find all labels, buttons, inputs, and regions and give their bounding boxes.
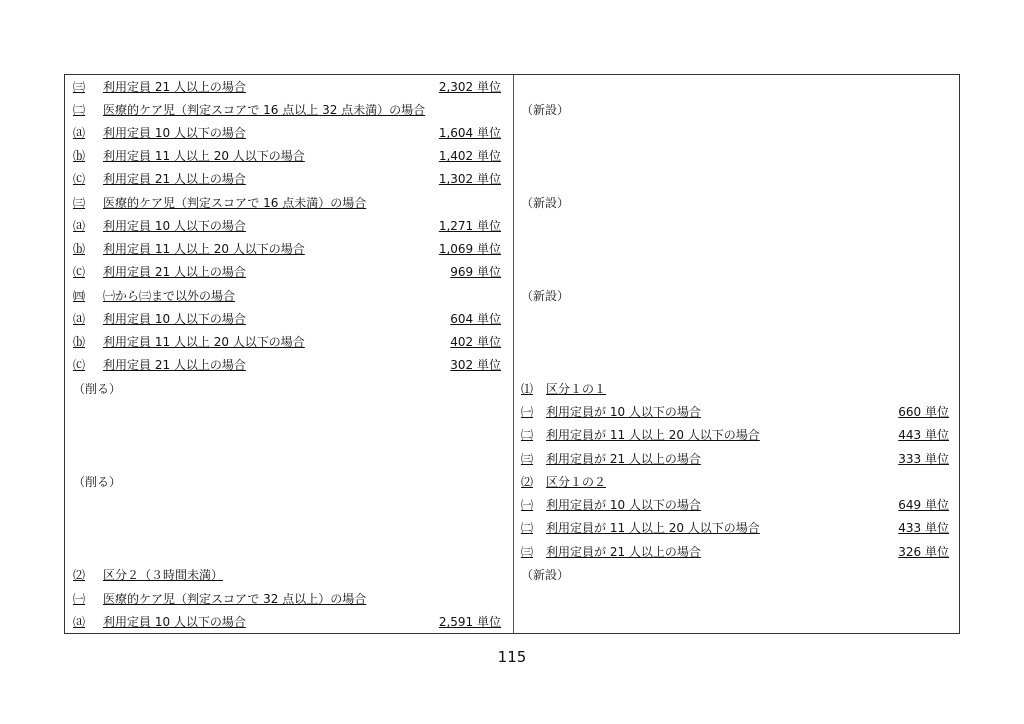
right-row: [521, 401, 949, 424]
row-text: 区分１の１: [546, 382, 607, 396]
row-text: 利用定員が 11 人以上 20 人以下の場合: [546, 521, 760, 535]
row-mark: ⒜: [73, 126, 86, 140]
left-bottom-row: [73, 611, 501, 634]
row-text: 利用定員 11 人以上 20 人以下の場合: [103, 149, 305, 163]
row-value: 604 単位: [450, 312, 501, 326]
new-note: [521, 564, 949, 587]
row-value: 333 単位: [898, 452, 949, 466]
row-text: 利用定員 11 人以上 20 人以下の場合: [103, 335, 305, 349]
left-row: [73, 168, 501, 191]
row-value: 1,402 単位: [438, 149, 501, 163]
left-row: [73, 122, 501, 145]
left-row: [73, 145, 501, 168]
row-value: 2,591 単位: [438, 615, 501, 629]
new-text: （新設）: [521, 103, 570, 117]
left-row: [73, 238, 501, 261]
left-row: [73, 76, 501, 99]
row-text: 利用定員が 10 人以下の場合: [546, 498, 701, 512]
row-mark: ⒞: [73, 172, 86, 186]
row-text: 利用定員 10 人以下の場合: [103, 126, 246, 140]
row-text: 医療的ケア児（判定スコアで 16 点以上 32 点未満）の場合: [103, 103, 426, 117]
row-text: 利用定員 21 人以上の場合: [103, 172, 246, 186]
deleted-note: [73, 471, 501, 494]
right-row: [521, 541, 949, 564]
row-text: 区分２（３時間未満）: [103, 568, 224, 582]
row-mark: ⒞: [73, 358, 86, 372]
right-row: [521, 471, 949, 494]
row-value: 443 単位: [898, 428, 949, 442]
row-value: 660 単位: [898, 405, 949, 419]
left-bottom-row: [73, 564, 501, 587]
row-value: 649 単位: [898, 498, 949, 512]
right-row: [521, 448, 949, 471]
row-value: 1,271 単位: [438, 219, 501, 233]
row-mark: ⒜: [73, 219, 86, 233]
row-text: 利用定員が 10 人以下の場合: [546, 405, 701, 419]
row-mark: ⑴: [521, 382, 534, 396]
row-text: 医療的ケア児（判定スコアで 16 点未満）の場合: [103, 196, 367, 210]
row-value: 1,069 単位: [438, 242, 501, 256]
row-value: 433 単位: [898, 521, 949, 535]
row-value: 302 単位: [450, 358, 501, 372]
row-mark: ㈡: [73, 103, 86, 117]
left-row: [73, 308, 501, 331]
row-text: 利用定員 21 人以上の場合: [103, 358, 246, 372]
row-text: 区分１の２: [546, 475, 607, 489]
row-mark: ㈠: [521, 405, 534, 419]
row-text: 利用定員 21 人以上の場合: [103, 265, 246, 279]
row-mark: ㈠: [73, 592, 86, 606]
row-value: 402 単位: [450, 335, 501, 349]
row-mark: ㈢: [73, 196, 86, 210]
deleted-text: （削る）: [73, 475, 122, 489]
deleted-note: [73, 378, 501, 401]
right-row: [521, 494, 949, 517]
row-text: 利用定員が 21 人以上の場合: [546, 545, 701, 559]
row-mark: ⒝: [73, 242, 86, 256]
row-text: 医療的ケア児（判定スコアで 32 点以上）の場合: [103, 592, 367, 606]
deleted-text: （削る）: [73, 382, 122, 396]
new-text: （新設）: [521, 568, 570, 582]
row-text: 利用定員 11 人以上 20 人以下の場合: [103, 242, 305, 256]
row-mark: ⒞: [73, 265, 86, 279]
column-divider: [513, 75, 514, 633]
left-row: [73, 99, 501, 122]
left-row: [73, 285, 501, 308]
row-value: 1,302 単位: [438, 172, 501, 186]
left-row: [73, 192, 501, 215]
new-note: [521, 285, 949, 308]
right-row: [521, 424, 949, 447]
row-mark: ㈡: [521, 428, 534, 442]
row-mark: ㈠: [521, 498, 534, 512]
row-mark: ㈡: [521, 521, 534, 535]
row-mark: ⒝: [73, 149, 86, 163]
row-text: 利用定員 10 人以下の場合: [103, 312, 246, 326]
row-mark: ⒜: [73, 615, 86, 629]
row-text: 利用定員 10 人以下の場合: [103, 615, 246, 629]
row-value: 1,604 単位: [438, 126, 501, 140]
row-mark: ⒝: [73, 335, 86, 349]
right-row: [521, 378, 949, 401]
row-mark: ㈢: [73, 80, 86, 94]
new-text: （新設）: [521, 196, 570, 210]
row-value: 969 単位: [450, 265, 501, 279]
left-row: [73, 215, 501, 238]
row-mark: ㈣: [73, 289, 86, 303]
row-value: 2,302 単位: [438, 80, 501, 94]
row-text: 利用定員 21 人以上の場合: [103, 80, 246, 94]
left-row: [73, 354, 501, 377]
row-mark: ⑵: [73, 568, 86, 582]
comparison-table: [64, 74, 960, 634]
row-value: 326 単位: [898, 545, 949, 559]
row-mark: ㈢: [521, 452, 534, 466]
row-text: ㈠から㈢まで以外の場合: [103, 289, 236, 303]
row-text: 利用定員が 21 人以上の場合: [546, 452, 701, 466]
page-number: 115: [497, 648, 527, 666]
new-note: [521, 99, 949, 122]
row-text: 利用定員 10 人以下の場合: [103, 219, 246, 233]
row-mark: ⒜: [73, 312, 86, 326]
left-row: [73, 331, 501, 354]
left-row: [73, 261, 501, 284]
row-mark: ⑵: [521, 475, 534, 489]
row-mark: ㈢: [521, 545, 534, 559]
right-row: [521, 517, 949, 540]
new-text: （新設）: [521, 289, 570, 303]
new-note: [521, 192, 949, 215]
left-bottom-row: [73, 588, 501, 611]
row-text: 利用定員が 11 人以上 20 人以下の場合: [546, 428, 760, 442]
